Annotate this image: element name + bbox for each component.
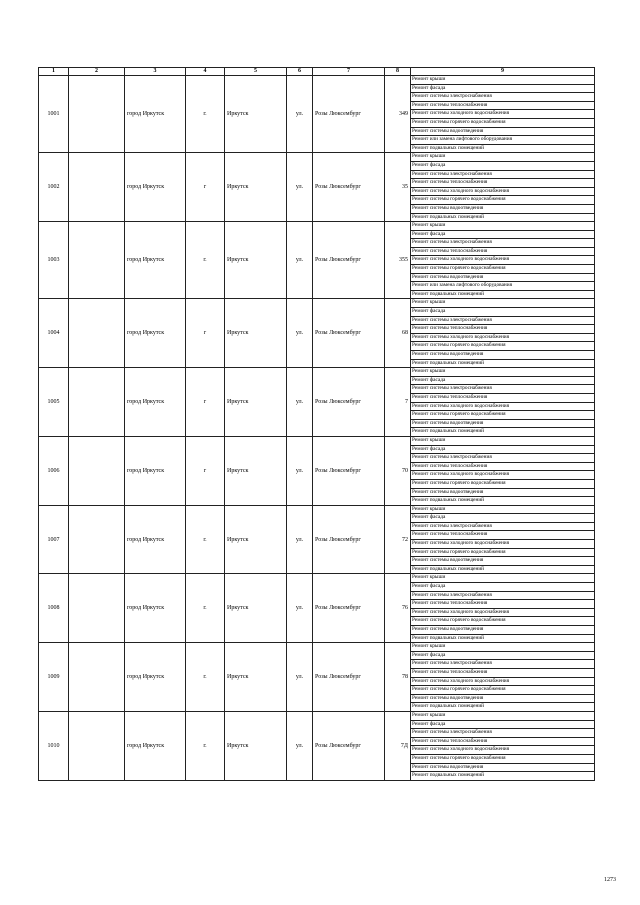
work-type-cell: Ремонт системы горячего водоснабжения	[411, 196, 595, 205]
locality-type-cell: г.	[186, 76, 225, 153]
house-number-cell: 7	[385, 368, 411, 437]
street-type-cell: ул.	[287, 76, 313, 153]
locality-name-cell: Иркутск	[225, 643, 287, 712]
work-type-cell: Ремонт системы холодного водоснабжения	[411, 746, 595, 755]
locality-name-cell: Иркутск	[225, 222, 287, 299]
work-type-cell: Ремонт системы теплоснабжения	[411, 600, 595, 609]
settlement-cell: город Иркутск	[125, 711, 186, 780]
settlement-cell: город Иркутск	[125, 505, 186, 574]
page-number: 1273	[604, 877, 616, 883]
work-type-cell: Ремонт системы электроснабжения	[411, 385, 595, 394]
work-type-cell: Ремонт крыши	[411, 436, 595, 445]
settlement-cell: город Иркутск	[125, 299, 186, 368]
column-2-cell	[69, 436, 125, 505]
street-name-cell: Розы Люксембург	[313, 436, 385, 505]
work-type-cell: Ремонт системы теплоснабжения	[411, 737, 595, 746]
street-name-cell: Розы Люксембург	[313, 76, 385, 153]
work-type-cell: Ремонт системы теплоснабжения	[411, 325, 595, 334]
work-type-cell: Ремонт системы электроснабжения	[411, 93, 595, 102]
work-type-cell: Ремонт системы электроснабжения	[411, 591, 595, 600]
street-name-cell: Розы Люксембург	[313, 574, 385, 643]
work-type-cell: Ремонт фасада	[411, 720, 595, 729]
work-type-cell: Ремонт фасада	[411, 230, 595, 239]
work-type-cell: Ремонт фасада	[411, 651, 595, 660]
work-type-cell: Ремонт системы горячего водоснабжения	[411, 548, 595, 557]
work-type-cell: Ремонт системы горячего водоснабжения	[411, 617, 595, 626]
locality-name-cell: Иркутск	[225, 574, 287, 643]
col-header-9: 9	[411, 68, 595, 76]
work-type-cell: Ремонт системы водоотведения	[411, 419, 595, 428]
work-type-cell: Ремонт системы холодного водоснабжения	[411, 402, 595, 411]
work-type-cell: Ремонт системы холодного водоснабжения	[411, 608, 595, 617]
column-2-cell	[69, 505, 125, 574]
street-type-cell: ул.	[287, 222, 313, 299]
work-type-cell: Ремонт системы теплоснабжения	[411, 101, 595, 110]
work-type-cell: Ремонт системы горячего водоснабжения	[411, 479, 595, 488]
settlement-cell: город Иркутск	[125, 643, 186, 712]
locality-type-cell: г.	[186, 222, 225, 299]
street-type-cell: ул.	[287, 153, 313, 222]
work-type-cell: Ремонт системы холодного водоснабжения	[411, 471, 595, 480]
locality-type-cell: г.	[186, 643, 225, 712]
col-header-8: 8	[385, 68, 411, 76]
work-type-cell: Ремонт системы теплоснабжения	[411, 393, 595, 402]
work-type-cell: Ремонт системы горячего водоснабжения	[411, 265, 595, 274]
column-2-cell	[69, 574, 125, 643]
table-body	[39, 76, 595, 781]
work-type-cell: Ремонт фасада	[411, 514, 595, 523]
header-row	[39, 68, 595, 76]
work-type-cell: Ремонт фасада	[411, 583, 595, 592]
settlement-cell: город Иркутск	[125, 153, 186, 222]
record-number: 1003	[39, 222, 69, 299]
work-type-cell: Ремонт системы холодного водоснабжения	[411, 187, 595, 196]
house-number-cell: 35	[385, 153, 411, 222]
settlement-cell: город Иркутск	[125, 222, 186, 299]
column-2-cell	[69, 368, 125, 437]
table-row	[39, 574, 595, 583]
table-row	[39, 76, 595, 85]
street-type-cell: ул.	[287, 643, 313, 712]
work-type-cell: Ремонт крыши	[411, 76, 595, 85]
work-type-cell: Ремонт системы водоотведения	[411, 273, 595, 282]
street-name-cell: Розы Люксембург	[313, 222, 385, 299]
table-row	[39, 368, 595, 377]
work-type-cell: Ремонт подвальных помещений	[411, 634, 595, 643]
work-type-cell: Ремонт подвальных помещений	[411, 703, 595, 712]
work-type-cell: Ремонт подвальных помещений	[411, 497, 595, 506]
work-type-cell: Ремонт подвальных помещений	[411, 359, 595, 368]
locality-name-cell: Иркутск	[225, 153, 287, 222]
work-type-cell: Ремонт крыши	[411, 368, 595, 377]
work-type-cell: Ремонт системы теплоснабжения	[411, 462, 595, 471]
settlement-cell: город Иркутск	[125, 574, 186, 643]
table-row	[39, 299, 595, 308]
column-2-cell	[69, 153, 125, 222]
record-number: 1007	[39, 505, 69, 574]
col-header-4: 4	[186, 68, 225, 76]
table-row	[39, 643, 595, 652]
work-type-cell: Ремонт подвальных помещений	[411, 144, 595, 153]
work-type-cell: Ремонт крыши	[411, 222, 595, 231]
work-type-cell: Ремонт системы электроснабжения	[411, 660, 595, 669]
work-type-cell: Ремонт системы горячего водоснабжения	[411, 411, 595, 420]
column-2-cell	[69, 643, 125, 712]
house-number-cell: 349	[385, 76, 411, 153]
work-type-cell: Ремонт системы холодного водоснабжения	[411, 110, 595, 119]
register-table	[38, 67, 595, 781]
work-type-cell: Ремонт системы водоотведения	[411, 763, 595, 772]
work-type-cell: Ремонт системы электроснабжения	[411, 454, 595, 463]
work-type-cell: Ремонт системы теплоснабжения	[411, 668, 595, 677]
locality-name-cell: Иркутск	[225, 299, 287, 368]
work-type-cell: Ремонт системы холодного водоснабжения	[411, 540, 595, 549]
work-type-cell: Ремонт подвальных помещений	[411, 428, 595, 437]
table-row	[39, 505, 595, 514]
work-type-cell: Ремонт системы водоотведения	[411, 351, 595, 360]
record-number: 1009	[39, 643, 69, 712]
locality-type-cell: г.	[186, 711, 225, 780]
street-type-cell: ул.	[287, 574, 313, 643]
work-type-cell: Ремонт фасада	[411, 445, 595, 454]
work-type-cell: Ремонт системы горячего водоснабжения	[411, 342, 595, 351]
work-type-cell: Ремонт фасада	[411, 308, 595, 317]
record-number: 1004	[39, 299, 69, 368]
column-2-cell	[69, 299, 125, 368]
work-type-cell: Ремонт системы холодного водоснабжения	[411, 333, 595, 342]
column-2-cell	[69, 76, 125, 153]
locality-type-cell: г.	[186, 574, 225, 643]
work-type-cell: Ремонт системы холодного водоснабжения	[411, 256, 595, 265]
work-type-cell: Ремонт подвальных помещений	[411, 565, 595, 574]
table-row	[39, 153, 595, 162]
work-type-cell: Ремонт системы электроснабжения	[411, 316, 595, 325]
street-name-cell: Розы Люксембург	[313, 368, 385, 437]
column-2-cell	[69, 222, 125, 299]
house-number-cell: 78	[385, 643, 411, 712]
work-type-cell: Ремонт системы холодного водоснабжения	[411, 677, 595, 686]
locality-type-cell: г	[186, 153, 225, 222]
house-number-cell: 68	[385, 299, 411, 368]
street-name-cell: Розы Люксембург	[313, 643, 385, 712]
work-type-cell: Ремонт фасада	[411, 376, 595, 385]
house-number-cell: 70	[385, 436, 411, 505]
work-type-cell: Ремонт крыши	[411, 505, 595, 514]
column-2-cell	[69, 711, 125, 780]
work-type-cell: Ремонт или замена лифтового оборудования	[411, 282, 595, 291]
house-number-cell: 76	[385, 574, 411, 643]
locality-name-cell: Иркутск	[225, 505, 287, 574]
work-type-cell: Ремонт крыши	[411, 711, 595, 720]
street-type-cell: ул.	[287, 368, 313, 437]
record-number: 1005	[39, 368, 69, 437]
house-number-cell: 72	[385, 505, 411, 574]
table-row	[39, 711, 595, 720]
work-type-cell: Ремонт фасада	[411, 161, 595, 170]
work-type-cell: Ремонт системы водоотведения	[411, 626, 595, 635]
work-type-cell: Ремонт системы водоотведения	[411, 488, 595, 497]
work-type-cell: Ремонт системы теплоснабжения	[411, 179, 595, 188]
work-type-cell: Ремонт крыши	[411, 153, 595, 162]
work-type-cell: Ремонт или замена лифтового оборудования	[411, 136, 595, 145]
locality-name-cell: Иркутск	[225, 76, 287, 153]
work-type-cell: Ремонт системы горячего водоснабжения	[411, 118, 595, 127]
col-header-6: 6	[287, 68, 313, 76]
settlement-cell: город Иркутск	[125, 436, 186, 505]
street-type-cell: ул.	[287, 299, 313, 368]
street-type-cell: ул.	[287, 436, 313, 505]
work-type-cell: Ремонт крыши	[411, 299, 595, 308]
work-type-cell: Ремонт системы водоотведения	[411, 694, 595, 703]
street-name-cell: Розы Люксембург	[313, 153, 385, 222]
locality-type-cell: г	[186, 368, 225, 437]
work-type-cell: Ремонт системы водоотведения	[411, 204, 595, 213]
record-number: 1002	[39, 153, 69, 222]
street-name-cell: Розы Люксембург	[313, 711, 385, 780]
work-type-cell: Ремонт системы горячего водоснабжения	[411, 754, 595, 763]
work-type-cell: Ремонт системы водоотведения	[411, 127, 595, 136]
record-number: 1001	[39, 76, 69, 153]
locality-type-cell: г	[186, 299, 225, 368]
work-type-cell: Ремонт системы электроснабжения	[411, 729, 595, 738]
street-name-cell: Розы Люксембург	[313, 505, 385, 574]
work-type-cell: Ремонт системы электроснабжения	[411, 522, 595, 531]
settlement-cell: город Иркутск	[125, 368, 186, 437]
col-header-5: 5	[225, 68, 287, 76]
col-header-1: 1	[39, 68, 69, 76]
locality-type-cell: г	[186, 436, 225, 505]
locality-name-cell: Иркутск	[225, 711, 287, 780]
work-type-cell: Ремонт системы теплоснабжения	[411, 247, 595, 256]
record-number: 1008	[39, 574, 69, 643]
table-row	[39, 222, 595, 231]
settlement-cell: город Иркутск	[125, 76, 186, 153]
locality-type-cell: г.	[186, 505, 225, 574]
street-type-cell: ул.	[287, 711, 313, 780]
street-type-cell: ул.	[287, 505, 313, 574]
work-type-cell: Ремонт системы горячего водоснабжения	[411, 686, 595, 695]
record-number: 1006	[39, 436, 69, 505]
street-name-cell: Розы Люксембург	[313, 299, 385, 368]
work-type-cell: Ремонт системы теплоснабжения	[411, 531, 595, 540]
work-type-cell: Ремонт крыши	[411, 574, 595, 583]
house-number-cell: 7Д	[385, 711, 411, 780]
col-header-7: 7	[313, 68, 385, 76]
col-header-2: 2	[69, 68, 125, 76]
work-type-cell: Ремонт крыши	[411, 643, 595, 652]
record-number: 1010	[39, 711, 69, 780]
work-type-cell: Ремонт системы водоотведения	[411, 557, 595, 566]
table-row	[39, 436, 595, 445]
work-type-cell: Ремонт фасада	[411, 84, 595, 93]
work-type-cell: Ремонт системы электроснабжения	[411, 170, 595, 179]
locality-name-cell: Иркутск	[225, 368, 287, 437]
house-number-cell: 355	[385, 222, 411, 299]
col-header-3: 3	[125, 68, 186, 76]
work-type-cell: Ремонт подвальных помещений	[411, 772, 595, 781]
work-type-cell: Ремонт подвальных помещений	[411, 290, 595, 299]
work-type-cell: Ремонт системы электроснабжения	[411, 239, 595, 248]
work-type-cell: Ремонт подвальных помещений	[411, 213, 595, 222]
locality-name-cell: Иркутск	[225, 436, 287, 505]
